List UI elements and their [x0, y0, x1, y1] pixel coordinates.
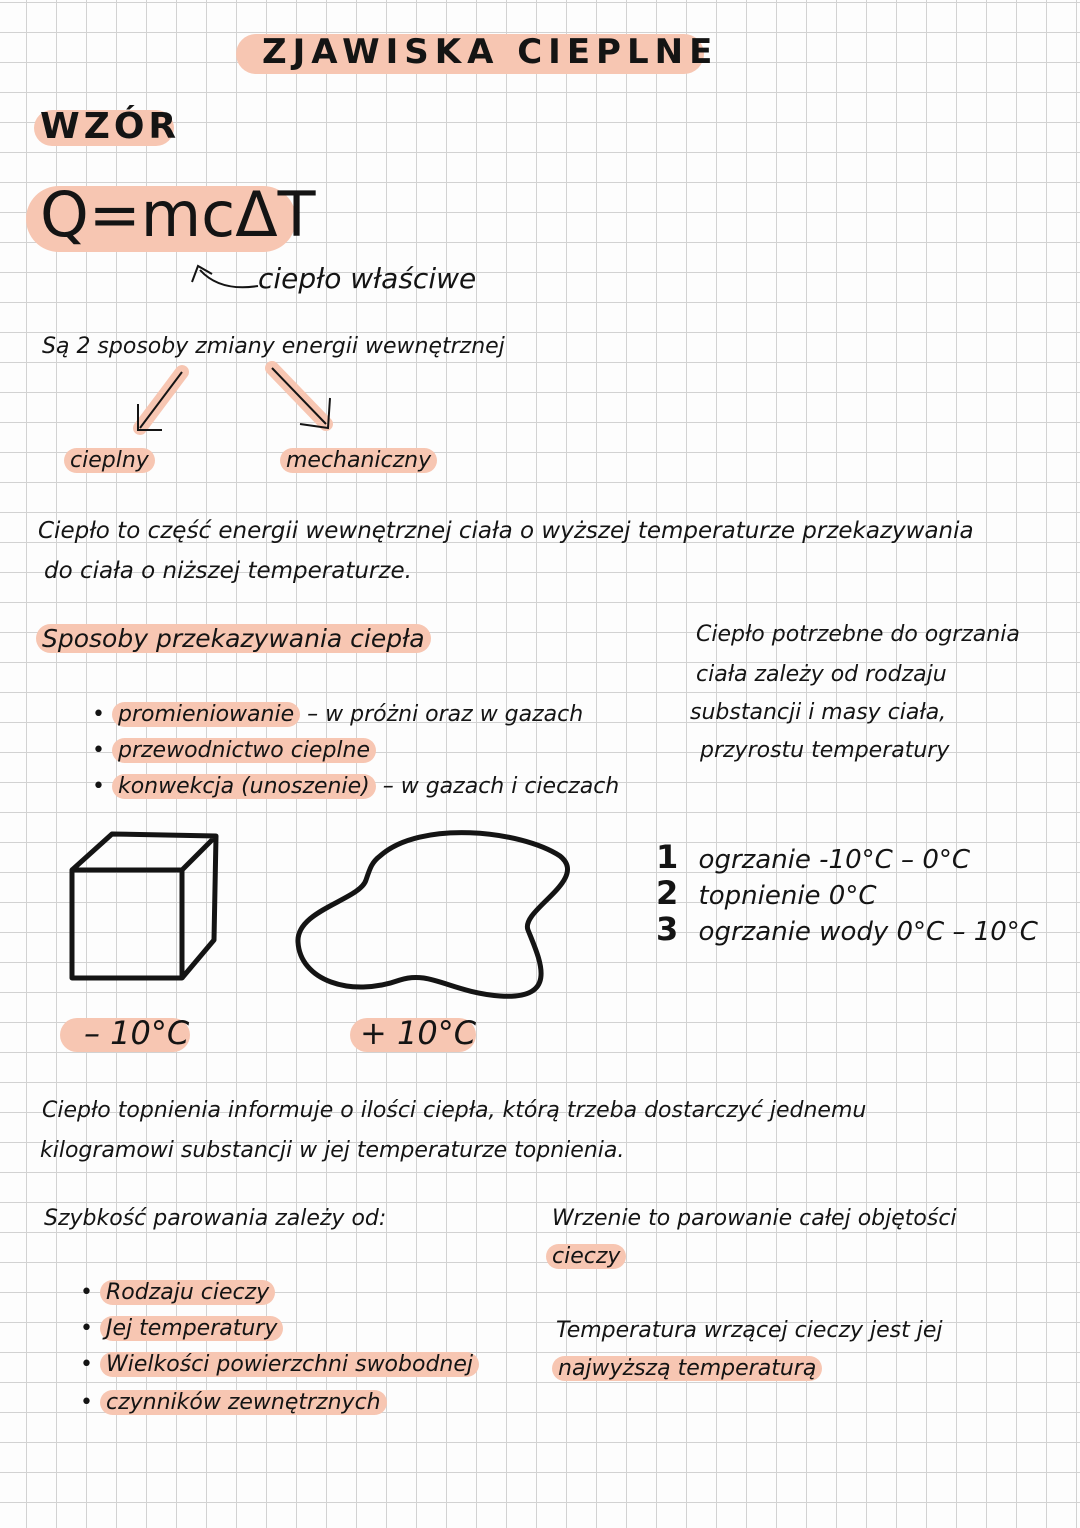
wrzenie-line3: Temperatura wrzącej cieczy jest jej — [556, 1318, 943, 1343]
item-term: promieniowanie — [112, 702, 300, 727]
formula: Q=mcΔT — [40, 178, 316, 251]
parowanie-item-3: • Wielkości powierzchni swobodnej — [80, 1352, 479, 1377]
parowanie-item-4: • czynników zewnętrznych — [80, 1390, 387, 1415]
parowanie-item-text: Wielkości powierzchni swobodnej — [100, 1352, 479, 1377]
etap-number: 3 — [656, 910, 679, 948]
definicja-line2: do ciała o niższej temperaturze. — [44, 558, 412, 584]
parowanie-item-2: • Jej temperatury — [80, 1316, 283, 1341]
annotation-arrow-head — [192, 266, 212, 282]
item-term: konwekcja (unoszenie) — [112, 774, 376, 799]
parowanie-item-text: Rodzaju cieczy — [100, 1280, 275, 1305]
mechaniczny-label: mechaniczny — [280, 448, 437, 473]
parowanie-item-text: czynników zewnętrznych — [100, 1390, 387, 1415]
puddle-label: + 10°C — [360, 1014, 477, 1052]
item-term: przewodnictwo cieplne — [112, 738, 376, 763]
wrzenie-ciecz: cieczy — [546, 1244, 626, 1269]
parowanie-heading: Szybkość parowania zależy od: — [44, 1206, 387, 1231]
arrow-right-ink — [272, 368, 330, 428]
przekazywanie-item-2: • przewodnictwo cieplne — [92, 738, 376, 763]
etap-text: topnienie 0°C — [698, 881, 877, 911]
zalezy-line3: substancji i masy ciała, — [690, 700, 947, 725]
item-rest: – w próżni oraz w gazach — [307, 702, 584, 727]
puddle-drawing — [298, 833, 568, 997]
wrzenie-line1: Wrzenie to parowanie całej objętości — [552, 1206, 957, 1231]
etap-number: 1 — [656, 838, 679, 876]
przekazywanie-heading-text: Sposoby przekazywania ciepła — [36, 624, 431, 653]
wrzenie-line2 — [546, 1244, 626, 1269]
zalezy-line4: przyrostu temperatury — [700, 738, 950, 763]
item-rest: – w gazach i cieczach — [382, 774, 620, 799]
formula-annotation: ciepło właściwe — [258, 262, 477, 295]
cieplny-label: cieplny — [64, 448, 155, 473]
przekazywanie-item-1: • promieniowanie – w próżni oraz w gazach — [92, 702, 584, 727]
cube-label: – 10°C — [84, 1014, 190, 1052]
topnienie-line1: Ciepło topnienia informuje o ilości ciepła, którą trzeba dostarczyć jednemu — [42, 1098, 867, 1123]
zalezy-line2: ciała zależy od rodzaju — [696, 662, 947, 687]
parowanie-item-text: Jej temperatury — [100, 1316, 283, 1341]
przekazywanie-item-3: • konwekcja (unoszenie) – w gazach i cieczach — [92, 774, 620, 799]
topnienie-line2: kilogramowi substancji w jej temperaturze topnienia. — [40, 1138, 625, 1163]
wrzenie-najwyzsza: najwyższą temperaturą — [552, 1356, 822, 1381]
arrow-left-ink — [138, 372, 182, 430]
zalezy-line1: Ciepło potrzebne do ogrzania — [696, 622, 1020, 647]
wzor-heading: WZÓR — [40, 106, 181, 147]
ice-cube-drawing — [72, 834, 216, 978]
parowanie-item-1: • Rodzaju cieczy — [80, 1280, 275, 1305]
sposoby-intro: Są 2 sposoby zmiany energii wewnętrznej — [42, 334, 505, 359]
wrzenie-line4 — [552, 1356, 822, 1381]
etap-text: ogrzanie wody 0°C – 10°C — [698, 917, 1038, 947]
etap-text: ogrzanie -10°C – 0°C — [698, 845, 971, 875]
page-title: ZJAWISKA CIEPLNE — [262, 32, 719, 72]
definicja-line1: Ciepło to część energii wewnętrznej ciała o wyższej temperaturze przekazywania — [38, 518, 974, 544]
etap-number: 2 — [656, 874, 679, 912]
